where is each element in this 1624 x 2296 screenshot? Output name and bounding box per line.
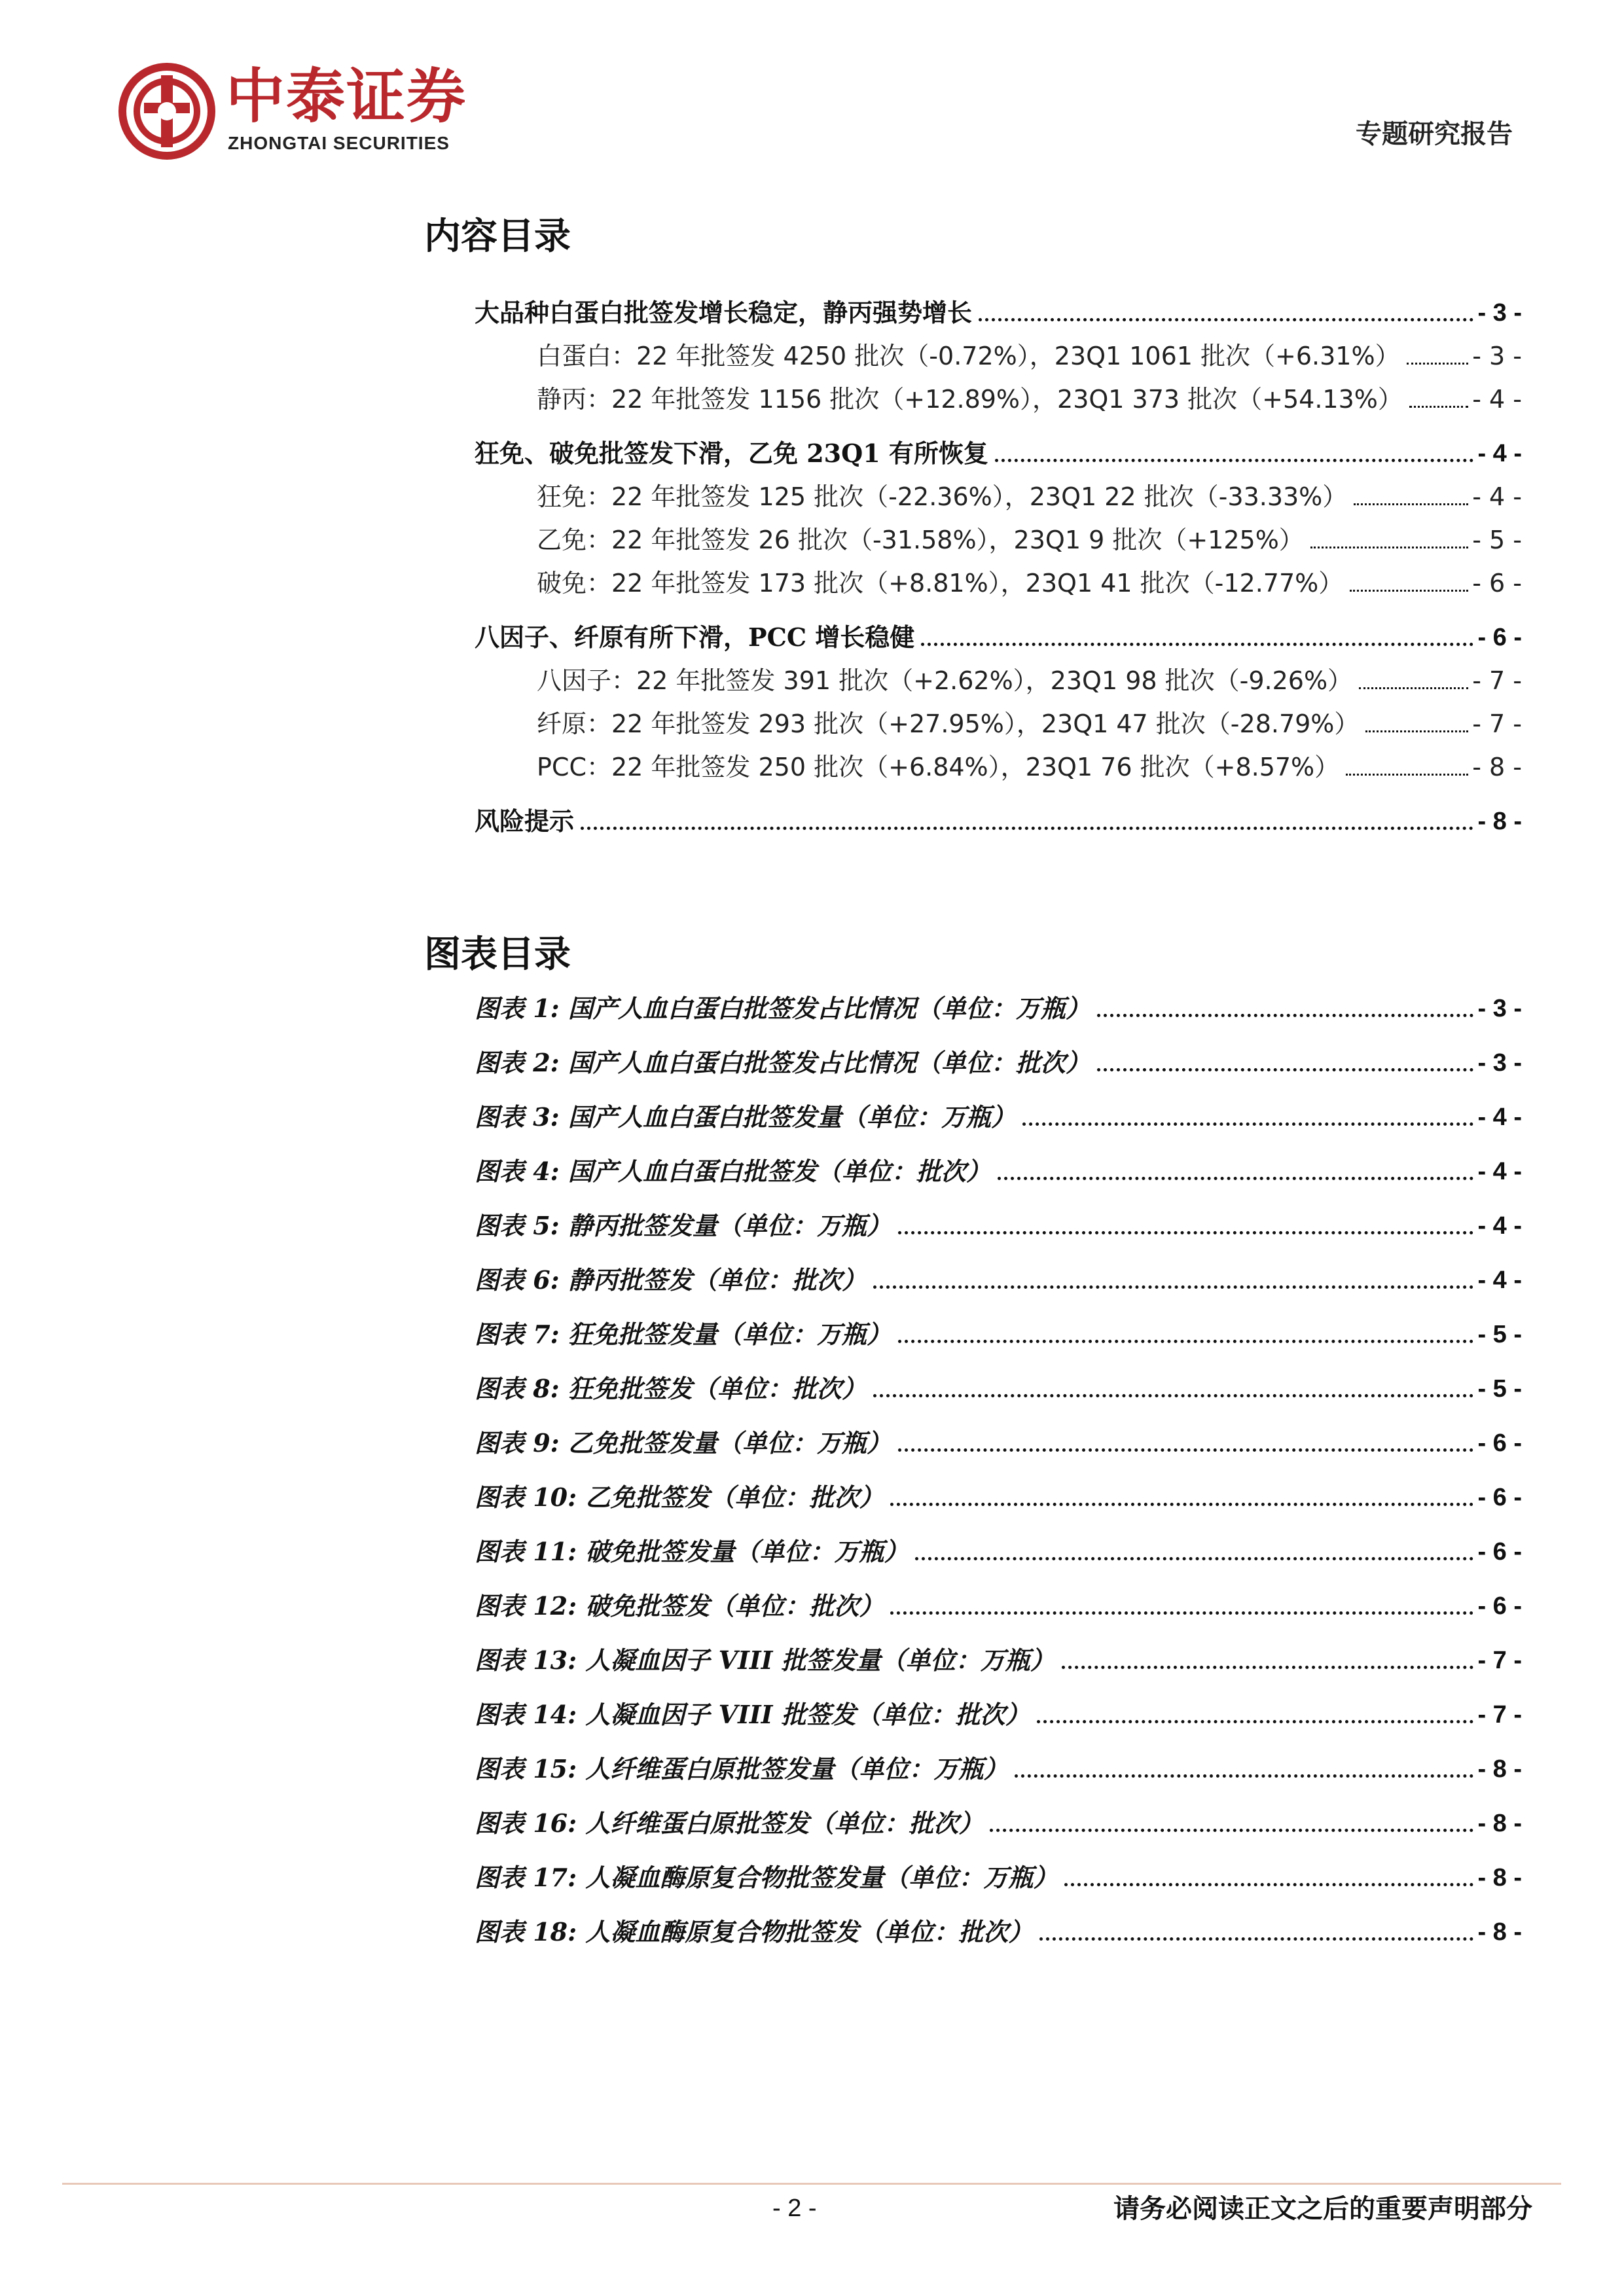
figure-toc-item-text: 图表 18: 人凝血酶原复合物批签发（单位：批次） xyxy=(475,1917,1034,1946)
figure-toc-item[interactable] xyxy=(475,1265,1522,1295)
figure-toc-item-page: - 4 - xyxy=(1477,1266,1522,1294)
toc-item-page: - 7 - xyxy=(1472,709,1522,738)
toc-item-text: PCC：22 年批签发 250 批次（+6.84%），23Q1 76 批次（+8.57%） xyxy=(537,753,1340,781)
figure-toc-item[interactable] xyxy=(475,1428,1522,1458)
toc-leader-dots xyxy=(1064,1883,1473,1886)
figure-toc-item[interactable] xyxy=(475,1700,1522,1730)
toc-leader-dots xyxy=(1037,1720,1474,1723)
figure-toc-item-page: - 6 - xyxy=(1477,1484,1522,1511)
toc-item-text: 八因子：22 年批签发 391 批次（+2.62%），23Q1 98 批次（-9.26%） xyxy=(537,666,1353,695)
figure-toc-item-page: - 5 - xyxy=(1477,1375,1522,1403)
toc-item-page: - 5 - xyxy=(1472,526,1522,554)
figure-toc-item-page: - 6 - xyxy=(1477,1592,1522,1620)
figure-toc-item-text: 图表 3: 国产人血白蛋白批签发量（单位：万瓶） xyxy=(475,1102,1016,1132)
toc-item[interactable] xyxy=(475,298,1522,328)
toc-subitem[interactable] xyxy=(475,709,1522,739)
toc-leader-dots xyxy=(1062,1666,1474,1669)
figure-toc-item-page: - 3 - xyxy=(1477,1049,1522,1077)
toc-item[interactable] xyxy=(475,806,1522,836)
figure-toc-item-page: - 8 - xyxy=(1477,1918,1522,1946)
figure-toc-item-text: 图表 8: 狂免批签发（单位：批次） xyxy=(475,1374,867,1403)
toc-leader-dots xyxy=(1310,547,1468,548)
toc-leader-dots xyxy=(1365,730,1468,732)
figure-toc-item-text: 图表 2: 国产人血白蛋白批签发占比情况（单位：批次） xyxy=(475,1048,1091,1077)
figure-toc-item[interactable] xyxy=(475,1319,1522,1350)
toc-item-text: 八因子、纤原有所下滑，PCC 增长稳健 xyxy=(475,622,915,652)
figure-toc-item-page: - 7 - xyxy=(1477,1647,1522,1674)
toc-leader-dots xyxy=(990,1829,1473,1832)
figure-toc-item-text: 图表 4: 国产人血白蛋白批签发（单位：批次） xyxy=(475,1157,991,1186)
toc-leader-dots xyxy=(1354,503,1468,505)
figure-toc-item-page: - 4 - xyxy=(1477,1103,1522,1131)
toc-subitem[interactable] xyxy=(475,752,1522,782)
toc-leader-dots xyxy=(1409,406,1468,408)
page-header xyxy=(0,0,1624,170)
toc-leader-dots xyxy=(898,1448,1474,1452)
figure-toc-item-page: - 7 - xyxy=(1477,1701,1522,1729)
toc-leader-dots xyxy=(898,1340,1474,1343)
figure-toc-item-text: 图表 6: 静丙批签发（单位：批次） xyxy=(475,1265,867,1295)
figure-toc-item-text: 图表 11: 破免批签发量（单位：万瓶） xyxy=(475,1537,909,1566)
figure-toc-item-page: - 8 - xyxy=(1477,1810,1522,1837)
toc-leader-dots xyxy=(1039,1937,1473,1941)
report-type-label: 专题研究报告 xyxy=(1356,118,1513,149)
toc-leader-dots xyxy=(979,318,1473,321)
figure-toc-item-text: 图表 1: 国产人血白蛋白批签发占比情况（单位：万瓶） xyxy=(475,994,1091,1023)
toc-leader-dots xyxy=(998,1177,1474,1180)
toc-item-text: 狂免、破免批签发下滑，乙免 23Q1 有所恢复 xyxy=(475,439,988,468)
figure-toc-item[interactable] xyxy=(475,1211,1522,1241)
figure-toc-item-page: - 5 - xyxy=(1477,1321,1522,1348)
toc-leader-dots xyxy=(1097,1068,1474,1071)
toc-leader-dots xyxy=(873,1394,1474,1397)
figure-toc-item-text: 图表 16: 人纤维蛋白原批签发（单位：批次） xyxy=(475,1808,984,1838)
footer-divider xyxy=(62,2183,1561,2185)
figure-toc-item[interactable] xyxy=(475,1591,1522,1621)
toc-leader-dots xyxy=(995,459,1474,462)
toc-leader-dots xyxy=(1346,774,1468,776)
toc-item-page: - 3 - xyxy=(1472,342,1522,370)
toc-item-text: 乙免：22 年批签发 26 批次（-31.58%），23Q1 9 批次（+125%） xyxy=(537,526,1304,554)
toc-subitem[interactable] xyxy=(475,384,1522,414)
company-logo xyxy=(118,62,511,167)
toc-leader-dots xyxy=(1407,363,1469,365)
figure-toc-item-page: - 8 - xyxy=(1477,1864,1522,1892)
figure-toc-item[interactable] xyxy=(475,1102,1522,1132)
toc-item-page: - 8 - xyxy=(1472,753,1522,781)
toc-subitem[interactable] xyxy=(475,482,1522,512)
toc-leader-dots xyxy=(1359,687,1468,689)
figure-toc-item-page: - 3 - xyxy=(1477,995,1522,1022)
toc-leader-dots xyxy=(921,643,1473,646)
figure-toc-item[interactable] xyxy=(475,1537,1522,1567)
toc-leader-dots xyxy=(898,1231,1474,1234)
toc-leader-dots xyxy=(1350,590,1468,592)
toc-leader-dots xyxy=(873,1285,1474,1289)
toc-item-text: 纤原：22 年批签发 293 批次（+27.95%），23Q1 47 批次（-28.79%） xyxy=(537,709,1360,738)
page-number: - 2 - xyxy=(772,2195,817,2222)
figure-toc-item-text: 图表 15: 人纤维蛋白原批签发量（单位：万瓶） xyxy=(475,1754,1009,1784)
toc-leader-dots xyxy=(890,1611,1473,1615)
zhongtai-logo-icon xyxy=(118,62,216,160)
toc-item-text: 风险提示 xyxy=(475,806,575,836)
toc-leader-dots xyxy=(915,1557,1473,1560)
figure-toc-item-page: - 6 - xyxy=(1477,1538,1522,1566)
toc-leader-dots xyxy=(581,827,1473,830)
toc-item-page: - 6 - xyxy=(1477,624,1522,651)
toc-leader-dots xyxy=(1097,1014,1474,1017)
figure-toc-item[interactable] xyxy=(475,1482,1522,1513)
toc-subitem[interactable] xyxy=(475,525,1522,555)
figure-toc-item[interactable] xyxy=(475,1808,1522,1839)
toc-item-page: - 6 - xyxy=(1472,569,1522,598)
figure-toc-item-text: 图表 13: 人凝血因子 VIII 批签发量（单位：万瓶） xyxy=(475,1645,1055,1675)
toc-item-page: - 4 - xyxy=(1477,440,1522,467)
figure-toc-item-page: - 4 - xyxy=(1477,1212,1522,1240)
toc-item[interactable] xyxy=(475,622,1522,653)
figure-toc-item-text: 图表 14: 人凝血因子 VIII 批签发（单位：批次） xyxy=(475,1700,1030,1729)
figure-toc-item-text: 图表 5: 静丙批签发量（单位：万瓶） xyxy=(475,1211,892,1240)
figure-toc-item[interactable] xyxy=(475,1754,1522,1784)
footer-disclaimer: 请务必阅读正文之后的重要声明部分 xyxy=(1113,2193,1532,2224)
toc-item-text: 破免：22 年批签发 173 批次（+8.81%），23Q1 41 批次（-12.77%） xyxy=(537,569,1344,598)
toc-item-page: - 4 - xyxy=(1472,385,1522,414)
figure-toc-item[interactable] xyxy=(475,1917,1522,1947)
content-toc-title: 内容目录 xyxy=(424,215,571,258)
toc-item-text: 狂免：22 年批签发 125 批次（-22.36%），23Q1 22 批次（-33.33%） xyxy=(537,482,1348,511)
figure-toc-item-text: 图表 7: 狂免批签发量（单位：万瓶） xyxy=(475,1319,892,1349)
figure-toc-item-text: 图表 17: 人凝血酶原复合物批签发量（单位：万瓶） xyxy=(475,1863,1058,1892)
figure-toc-item-page: - 8 - xyxy=(1477,1755,1522,1783)
figure-toc-item[interactable] xyxy=(475,1374,1522,1404)
toc-item-text: 白蛋白：22 年批签发 4250 批次（-0.72%），23Q1 1061 批次（+6.31%） xyxy=(537,342,1400,370)
figure-toc-item[interactable] xyxy=(475,994,1522,1024)
figure-toc-item-text: 图表 10: 乙免批签发（单位：批次） xyxy=(475,1482,884,1512)
logo-english-name: ZHONGTAI SECURITIES xyxy=(228,133,450,153)
logo-chinese-name: 中泰证券 xyxy=(226,62,467,131)
toc-item-page: - 4 - xyxy=(1472,482,1522,511)
toc-subitem[interactable] xyxy=(475,568,1522,598)
toc-item-text: 静丙：22 年批签发 1156 批次（+12.89%），23Q1 373 批次（+54.13%） xyxy=(537,385,1403,414)
figure-toc-item-page: - 4 - xyxy=(1477,1158,1522,1185)
figure-toc-item[interactable] xyxy=(475,1863,1522,1893)
figure-toc-title: 图表目录 xyxy=(424,933,571,976)
toc-leader-dots xyxy=(1022,1122,1474,1126)
toc-leader-dots xyxy=(890,1503,1473,1506)
figure-toc-item[interactable] xyxy=(475,1048,1522,1078)
figure-toc-item[interactable] xyxy=(475,1157,1522,1187)
toc-subitem[interactable] xyxy=(475,666,1522,696)
toc-item-text: 大品种白蛋白批签发增长稳定，静丙强势增长 xyxy=(475,298,973,327)
figure-toc-item[interactable] xyxy=(475,1645,1522,1676)
toc-item[interactable] xyxy=(475,439,1522,469)
figure-toc-item-text: 图表 9: 乙免批签发量（单位：万瓶） xyxy=(475,1428,892,1458)
toc-leader-dots xyxy=(1015,1774,1473,1778)
toc-item-page: - 8 - xyxy=(1477,808,1522,835)
figure-toc-item-page: - 6 - xyxy=(1477,1429,1522,1457)
toc-item-page: - 7 - xyxy=(1472,666,1522,695)
toc-item-page: - 3 - xyxy=(1477,299,1522,327)
toc-subitem[interactable] xyxy=(475,341,1522,371)
figure-toc-item-text: 图表 12: 破免批签发（单位：批次） xyxy=(475,1591,884,1621)
